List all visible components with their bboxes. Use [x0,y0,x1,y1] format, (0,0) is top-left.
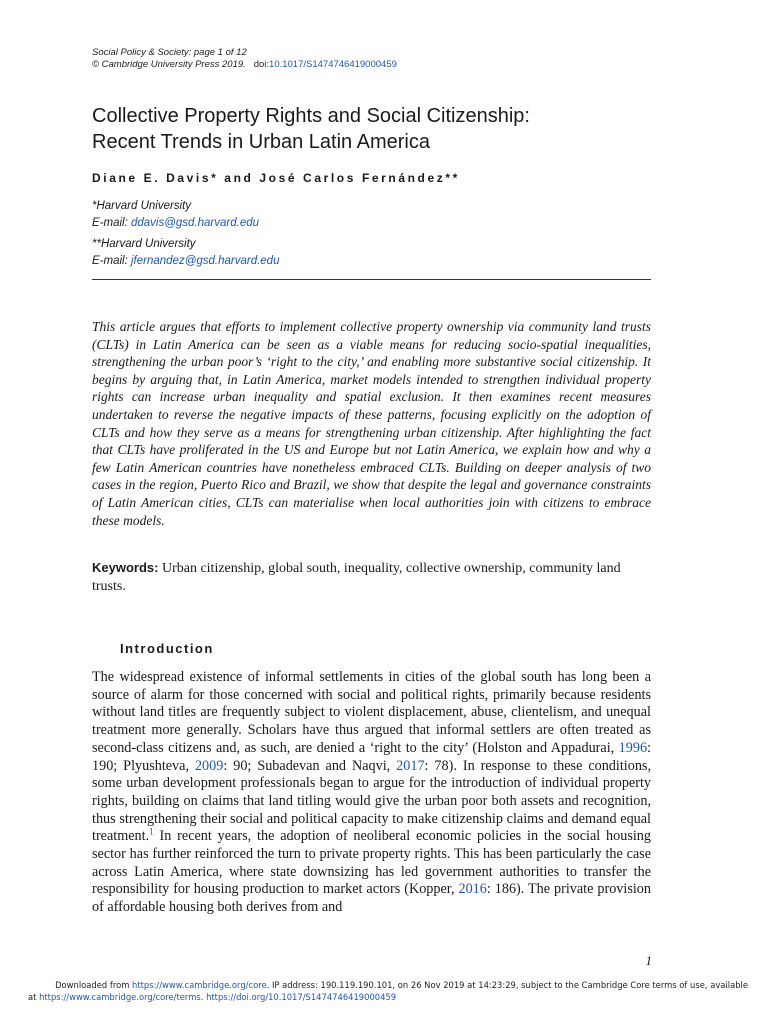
citation-link[interactable]: 2009 [194,757,224,774]
copyright-text: © Cambridge University Press 2019. [92,59,246,70]
footer-text: Downloaded from [55,980,133,990]
affiliation-2 [92,236,652,270]
affiliation-1 [92,198,652,232]
body-text: The widespread existence of informal settlements in cities of the global south has long been a source of alarm for those concerned with social and political rights, primarily because residents without land titles are frequently subject to violent displacement, abuse, clientelism, and unequal treatment more generally. Scholars have thus argued that informal settlers are often treated as second-class citizens and, as such, are denied a ‘right to the city’ (Holston and Appadurai, [92,669,651,756]
footer-text: . [200,992,207,1002]
institution: Harvard University [100,238,196,250]
section-heading-introduction: Introduction [120,641,214,656]
doi-link[interactable]: 10.1017/S1474746419000459 [269,59,397,70]
terms-link[interactable]: https://www.cambridge.org/core/terms [39,992,201,1002]
article-title [92,103,692,155]
email-link[interactable]: jfernandez@gsd.harvard.edu [130,255,280,267]
affiliation-mark: ** [92,238,101,250]
journal-copyright-line [92,59,692,71]
doi-label: doi: [253,59,270,70]
institution: Harvard University [96,200,192,212]
keywords [92,559,651,596]
footnote-link[interactable]: 1 [149,826,154,837]
footer-text: at [28,992,40,1002]
footer-text: . IP address: 190.119.190.101, on 26 Nov 2019 at 14:23:29, subject to the Cambridge Core terms of use, available [266,980,748,990]
body-text: : 78). In response to these conditions, some urban development professionals began to argue for the introduction of individual property rights, building on claims that land titling would give the urban poor both assets and recognition, thus strengthening their social and political capacity to make citizenship claims and demand equal treatment. [92,757,651,845]
authors: Diane E. Davis* and José Carlos Fernández** [92,171,460,185]
title-line-1: Collective Property Rights and Social Citizenship: [92,105,530,127]
body-text: : 186). The private provision of affordable housing both derives from and [92,881,651,916]
email-link[interactable]: ddavis@gsd.harvard.edu [130,217,260,229]
keywords-label: Keywords: [92,560,159,575]
citation-link[interactable]: 2017 [396,757,425,774]
page-number: 1 [645,953,652,968]
citation-link[interactable]: 1996 [618,739,648,756]
doi-footer-link[interactable]: https://doi.org/10.1017/S1474746419000459 [206,992,397,1002]
body-paragraph [92,669,651,917]
abstract: This article argues that efforts to implement collective property ownership via community land trusts (CLTs) in Latin America can be seen as a viable means for reducing socio-spatial inequalities, strengthening the urban poor’s ‘right to the city,’ and enabling more substantive social citizenship. It begins by arguing that, in Latin America, market models intended to strengthen individual property rights can increase urban inequality and spatial exclusion. It then examines recent measures undertaken to reverse the negative impacts of these patterns, focusing explicitly on the adoption of CLTs and how they serve as a means for strengthening urban citizenship. After highlighting the fact that CLTs have proliferated in the US and Europe but not Latin America, we explain how and why a few Latin American countries have nonetheless embraced CLTs. Building on deeper analysis of two cases in the region, Puerto Rico and Brazil, we show that despite the legal and governance constraints of Latin American cities, CLTs can materialise when local authorities join with citizens to embrace these models. [92,319,651,528]
cambridge-core-link[interactable]: https://www.cambridge.org/core [132,980,267,990]
header-divider [92,279,651,280]
keywords-text: Urban citizenship, global south, inequality, collective ownership, community land trusts. [92,561,621,594]
body-text: : 90; Subadevan and Naqvi, [223,757,397,774]
journal-header [92,47,692,71]
citation-link[interactable]: 2016 [458,881,487,898]
body-text: : 190; Plyushteva, [92,739,651,774]
download-footer [28,979,748,1003]
email-label: E-mail: [92,217,131,229]
journal-citation: Social Policy & Society: page 1 of 12 [92,47,247,58]
body-text: In recent years, the adoption of neoliberal economic policies in the social housing sector has further reinforced the turn to private property rights. This has been particularly the case across Latin America, where state downsizing has led government authorities to transfer the responsibility for housing production to market actors (Kopper, [92,828,651,898]
title-line-2: Recent Trends in Urban Latin America [92,131,430,153]
email-label: E-mail: [92,255,131,267]
affiliation-mark: * [92,200,97,212]
